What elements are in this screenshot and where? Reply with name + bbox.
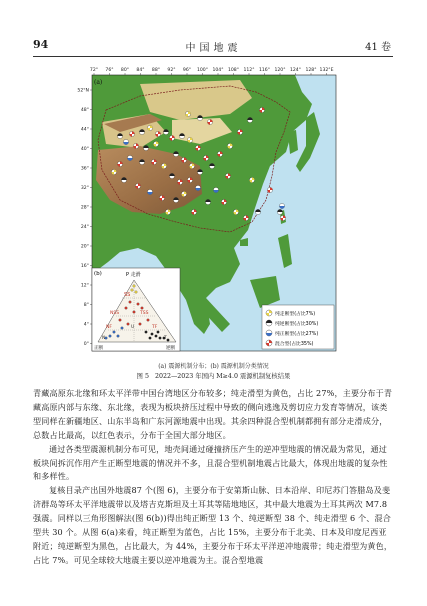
longitude-tick-label: 132°E	[319, 68, 334, 73]
focal-mechanism-strike	[147, 125, 152, 130]
focal-mechanism-mixed	[177, 179, 182, 184]
figure-caption	[0, 371, 427, 380]
focal-mechanism-reverse	[143, 145, 148, 150]
panel-b-label: (b)	[94, 271, 102, 277]
focal-mechanism-reverse	[255, 209, 260, 214]
paragraph-2: 通过各类型震源机制分布可见，地壳间通过碰撞挤压产生的逆冲型地震的情况最为常见，通过板块间拆沉作用产生正断型地震的情况并不多，且混合型机制地震占比最大，体现出地震的复杂性和多样性。	[33, 443, 388, 482]
focal-mechanism-strike	[249, 177, 254, 182]
focal-mechanism-mixed	[169, 135, 174, 140]
focal-mechanism-normal	[123, 139, 128, 144]
focal-mechanism-mixed	[280, 215, 285, 220]
latitude-tick-label: 40°	[80, 147, 89, 153]
body-text	[33, 387, 393, 568]
focal-mechanism-reverse	[169, 173, 174, 178]
ternary-point-normal	[113, 331, 116, 334]
focal-mechanism-reverse	[173, 197, 178, 202]
focal-mechanism-mixed	[243, 215, 248, 220]
page-number: 94	[33, 38, 49, 51]
page-header	[0, 38, 427, 54]
focal-mechanism-strike	[181, 191, 186, 196]
header-rule	[33, 56, 393, 57]
volume-label: 41 卷	[365, 42, 391, 53]
focal-mechanism-reverse	[139, 129, 144, 134]
ternary-point-normal	[109, 335, 112, 338]
focal-mechanism-reverse	[247, 117, 252, 122]
ternary-label-ss: SS	[124, 292, 131, 298]
ternary-label-tss: TSS	[140, 311, 149, 316]
longitude-tick-label: 124°	[289, 68, 302, 73]
focal-mechanism-mixed	[117, 161, 122, 166]
longitude-tick-label: 72°	[89, 68, 99, 73]
focal-mechanism-reverse	[117, 133, 122, 138]
ternary-point-mixed	[133, 311, 136, 314]
longitude-tick-label: 120°	[274, 68, 286, 73]
legend-label-strike-slip: 纯走断型(占比7%)	[275, 312, 316, 317]
ternary-point-mixed	[139, 323, 142, 326]
focal-mechanism-mixed	[259, 107, 264, 112]
ternary-point-reverse	[149, 337, 152, 340]
focal-mechanism-reverse	[173, 151, 178, 156]
focal-mechanism-strike	[227, 143, 232, 148]
ternary-point-mixed	[137, 303, 140, 306]
longitude-tick-label: 116°	[258, 68, 271, 73]
focal-mechanism-reverse	[197, 115, 202, 120]
ternary-point-reverse	[159, 337, 162, 340]
focal-mechanism-normal	[195, 185, 200, 190]
focal-mechanism-mixed	[267, 187, 272, 192]
legend	[262, 305, 334, 349]
focal-mechanism-reverse	[121, 177, 126, 182]
focal-mechanism-normal	[127, 155, 132, 160]
focal-mechanism-mixed	[207, 119, 212, 124]
focal-mechanism-reverse	[139, 159, 144, 164]
legend-label-mixed: 混合型(占比35%)	[275, 342, 314, 347]
focal-mechanism-reverse	[179, 133, 184, 138]
ternary-label-tf: TF	[152, 325, 158, 330]
figure-5	[77, 62, 352, 362]
focal-mechanism-mixed	[217, 151, 222, 156]
ternary-label-nf: NF	[106, 325, 112, 330]
longitude-tick-label: 128°	[305, 68, 317, 73]
latitude-tick-label: 20°	[80, 244, 89, 250]
focal-mechanism-reverse	[205, 199, 210, 204]
latitude-tick-label: 44°	[80, 127, 89, 133]
focal-mechanism-mixed	[151, 159, 156, 164]
focal-mechanism-reverse	[209, 163, 214, 168]
ternary-corner-reverse: 逆断	[166, 346, 175, 351]
ternary-point-mixed	[119, 319, 122, 322]
figure-subcaption: (a) 震源机制分布；(b) 震源机制分类情况	[158, 363, 269, 370]
focal-mechanism-mixed	[129, 131, 134, 136]
panel-a-label: (a)	[94, 79, 103, 86]
focal-mechanism-reverse	[197, 169, 202, 174]
focal-mechanism-mixed	[159, 195, 164, 200]
focal-mechanism-mixed	[181, 157, 186, 162]
ternary-point-mixed	[147, 319, 150, 322]
ternary-point-strike	[131, 289, 134, 292]
figure-caption-text: 2022—2023 年国内 M≥4.0 震源机制复核结果	[154, 373, 291, 380]
ternary-point-normal	[117, 335, 120, 338]
focal-mechanism-normal	[213, 187, 218, 192]
focal-mechanism-mixed	[187, 177, 192, 182]
ternary-point-mixed	[125, 307, 128, 310]
focal-mechanism-mixed	[203, 155, 208, 160]
ternary-point-reverse	[151, 333, 154, 336]
focal-mechanism-mixed	[221, 199, 226, 204]
ternary-point-reverse	[155, 335, 158, 338]
latitude-tick-label: 48°	[80, 108, 89, 114]
longitude-tick-label: 112°	[243, 68, 255, 73]
legend-label-reverse: 纯逆断型(占比30%)	[275, 322, 319, 327]
ternary-point-reverse	[145, 331, 148, 334]
focal-mechanism-normal	[147, 189, 152, 194]
focal-mechanism-reverse	[277, 209, 282, 214]
longitude-tick-label: 96°	[182, 68, 192, 73]
ternary-label-t: T	[164, 336, 167, 341]
ternary-point-reverse	[157, 331, 160, 334]
latitude-tick-label: 8°	[83, 303, 89, 309]
focal-mechanism-strike	[185, 111, 190, 116]
paragraph-1: 青藏高原东北缘和环太平洋带中国台湾地区分布较多；纯走滑型为黄色，占比 27%，主要分布于青藏高原内部与东缘、东北缘，表现为板块挤压过程中导致的侧向逃逸及剪切应力发育等情况，该类型同样在新疆地区、山东半岛和广东河源地震中出现。其余四种混合型机制都拥有部分走滑成分，总数占比最高，以红色表示，分布于全国大部分地区。	[33, 388, 393, 440]
ternary-inset	[92, 268, 180, 351]
latitude-tick-label: 4°	[83, 322, 89, 328]
focal-mechanism-mixed	[225, 173, 230, 178]
ternary-label-n: N	[102, 336, 106, 341]
ternary-corner-normal: 正断	[94, 346, 103, 351]
focal-mechanism-map	[77, 62, 352, 362]
longitude-tick-label: 80°	[120, 68, 130, 73]
latitude-tick-label: 16°	[80, 264, 89, 270]
ternary-point-mixed	[129, 301, 132, 304]
latitude-tick-label: 28°	[80, 205, 89, 211]
focal-mechanism-mixed	[135, 183, 140, 188]
ternary-label-u: U	[131, 325, 135, 330]
ternary-point-strike	[133, 285, 136, 288]
ternary-point-mixed	[141, 307, 144, 310]
focal-mechanism-mixed	[155, 131, 160, 136]
latitude-tick-label: 0°	[83, 342, 89, 348]
ternary-point-reverse	[167, 339, 170, 342]
focal-mechanism-reverse	[163, 129, 168, 134]
longitude-tick-label: 108°	[227, 68, 240, 73]
journal-title: 中国地震	[185, 43, 242, 54]
figure-caption-label: 图 5	[136, 373, 149, 380]
focal-mechanism-normal	[279, 203, 284, 208]
longitude-tick-label: 104°	[212, 68, 224, 73]
longitude-tick-label: 76°	[105, 68, 114, 73]
latitude-tick-label: 36°	[80, 166, 89, 172]
longitude-tick-label: 88°	[151, 68, 161, 73]
ternary-point-normal	[121, 327, 124, 330]
legend-label-normal: 纯正断型(占比27%)	[275, 332, 319, 337]
latitude-tick-label: 12°	[80, 283, 89, 289]
focal-mechanism-strike	[165, 209, 170, 214]
focal-mechanism-mixed	[195, 145, 200, 150]
ternary-label-nss: NSS	[110, 311, 120, 316]
longitude-tick-label: 100°	[196, 68, 209, 73]
ternary-point-strike	[135, 291, 138, 294]
focal-mechanism-mixed	[191, 209, 196, 214]
latitude-tick-label: 52°N	[77, 88, 89, 94]
ternary-point-mixed	[127, 323, 130, 326]
focal-mechanism-strike	[189, 163, 194, 168]
focal-mechanism-strike	[161, 163, 166, 168]
focal-mechanism-strike	[233, 209, 238, 214]
focal-mechanism-strike	[187, 137, 192, 142]
focal-mechanism-mixed	[133, 143, 138, 148]
longitude-tick-label: 92°	[167, 68, 176, 73]
paragraph-3: 复核目录产出国外地震87 个(图 6)，主要分布于安第斯山脉、日本沿岸、印尼苏门答腊岛及斐济群岛等环太平洋地震带以及塔吉克斯坦及土耳其等陆地地区，其中最大地震为土耳其两次 M7.8 强震。同样以三角形图解法(图 6(b))得出纯正断型 13 个、纯逆断型 38 个、纯走滑型 6 个、混合型共 30 个。从图 6(a)来看，纯正断型为蓝色，占比 15%，主要分布于北美、日本及印度尼西亚附近；纯逆断型为黑色，占比最大，为 44%，主要分布于环太平洋逆冲地震带；纯走滑型为黄色，占比 7%。可见全球较大地震主要以逆冲地震为主。混合型地震	[33, 485, 393, 565]
latitude-tick-label: 24°	[80, 225, 89, 231]
focal-mechanism-strike	[153, 141, 158, 146]
latitude-tick-label: 32°	[80, 186, 89, 192]
focal-mechanism-strike	[111, 169, 116, 174]
ternary-title: P 走滑	[126, 272, 141, 278]
longitude-tick-label: 84°	[136, 68, 145, 73]
focal-mechanism-mixed	[237, 129, 242, 134]
